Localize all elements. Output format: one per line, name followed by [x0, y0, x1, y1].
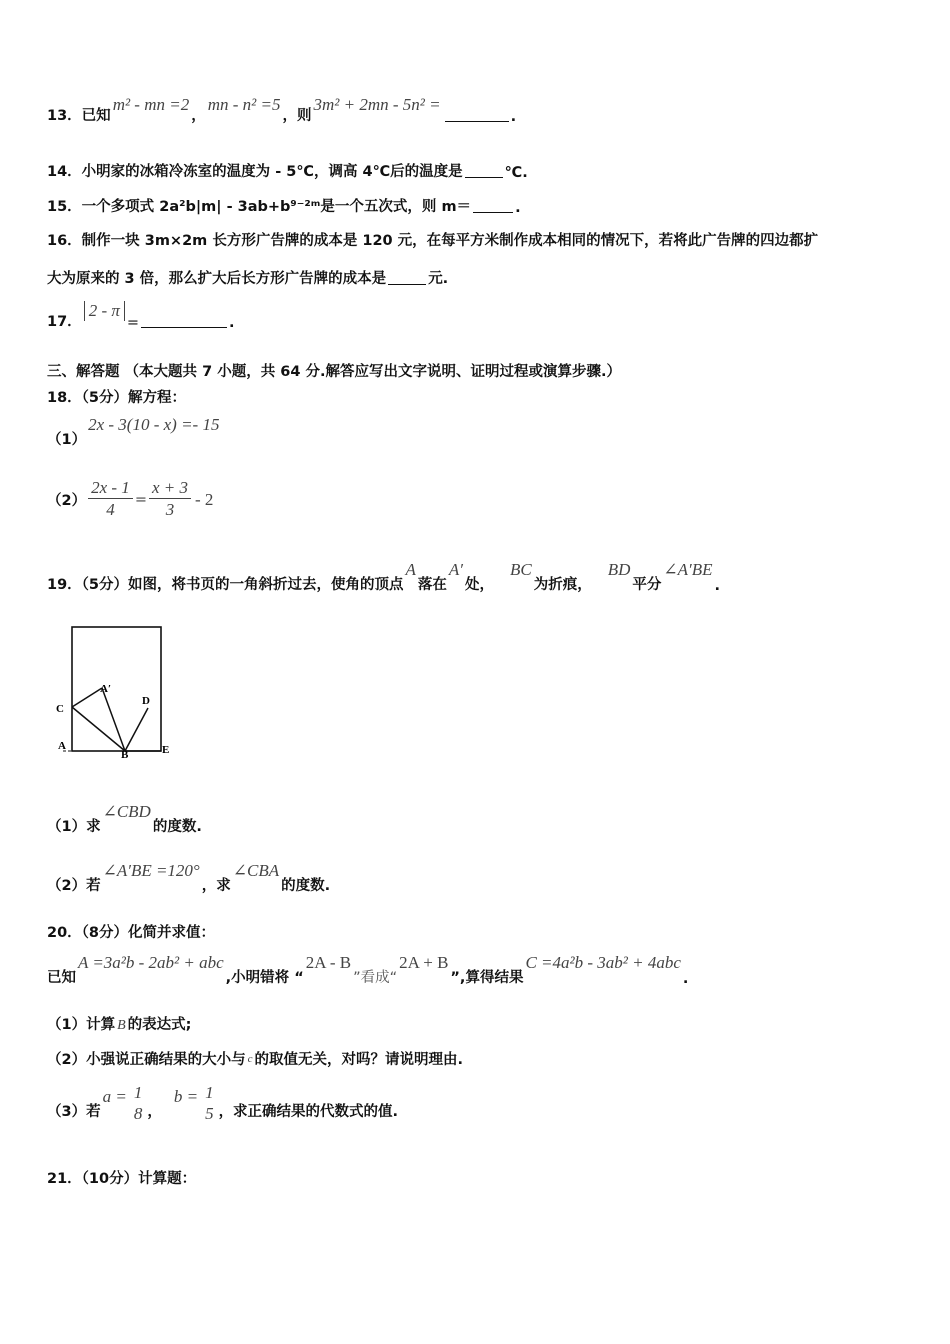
question-17	[47, 301, 235, 331]
part-label: （2）若	[47, 878, 101, 894]
q20-text: 已知	[47, 970, 76, 986]
denominator: 3	[165, 500, 175, 519]
numerator: 1	[133, 1083, 143, 1102]
math-expr: 3m² + 2mn - 5n² =	[313, 95, 441, 114]
denominator: 5	[205, 1104, 214, 1123]
math-expr: BC	[510, 560, 532, 579]
part-label: （3）若	[47, 1104, 101, 1120]
math-expr: 2A - B	[305, 953, 352, 972]
math-expr: ∠CBD	[102, 802, 151, 821]
label-C: C	[56, 703, 64, 715]
q20-part-1	[47, 1013, 191, 1034]
part-label: （2）	[47, 493, 87, 509]
q19-text: ，求	[201, 878, 231, 894]
question-15	[47, 195, 521, 216]
q19-text: 19．（5分）如图，将书页的一角斜折过去，使角的顶点	[47, 577, 404, 593]
math-expr: 2x - 3(10 - x) =- 15	[88, 415, 220, 434]
q19-text: 落在	[417, 577, 447, 593]
answer-blank[interactable]	[388, 283, 426, 285]
numerator: 2x - 1	[88, 478, 133, 499]
q20-part-3	[47, 1083, 398, 1125]
numerator: 1	[205, 1083, 214, 1102]
label-B: B	[121, 749, 129, 761]
q14-text: 14．小明家的冰箱冷冻室的温度为 - 5℃，调高 4℃后的温度是	[47, 164, 463, 180]
q17-label: 17．	[47, 314, 82, 330]
q20-given	[47, 953, 689, 987]
fraction	[149, 478, 191, 521]
math-expr: b =	[173, 1087, 199, 1106]
punct: ，	[191, 108, 206, 124]
math-expr: A =3a²b - 2ab² + abc	[78, 953, 224, 972]
fraction	[88, 478, 133, 521]
line-CA1	[72, 688, 102, 707]
answer-blank[interactable]	[141, 326, 227, 328]
equals: =	[134, 491, 147, 508]
part-label: （1）计算	[47, 1017, 116, 1033]
math-expr: B	[117, 1018, 126, 1033]
label-E: E	[162, 744, 170, 756]
answer-blank[interactable]	[473, 211, 513, 213]
line-BD	[125, 708, 148, 751]
question-16-cont	[47, 267, 448, 288]
question-20-title: 20．（8分）化简并求值：	[47, 925, 216, 941]
math-expr: ∠A′BE =120°	[102, 861, 200, 880]
punct: .	[510, 109, 517, 125]
part-label: （1）求	[47, 819, 101, 835]
question-14	[47, 160, 528, 181]
part-label: （2）小强说正确结果的大小与	[47, 1052, 246, 1068]
numerator: x + 3	[149, 478, 191, 499]
q15-text: 15．一个多项式 2a²b|m| - 3ab+b⁹⁻²ᵐ是一个五次式，则 m＝	[47, 199, 472, 215]
math-expr: a =	[102, 1087, 127, 1106]
q20-text: 的取值无关，对吗？请说明理由.	[254, 1052, 463, 1068]
q19-text: 的度数.	[281, 878, 331, 894]
punct: =	[126, 315, 140, 331]
answer-blank[interactable]	[445, 120, 509, 122]
q20-part-2	[47, 1048, 463, 1069]
denominator: 8	[133, 1104, 143, 1123]
q19-part-1	[47, 802, 202, 836]
denominator: 4	[106, 500, 115, 519]
section-3-heading: 三、解答题 （本大题共 7 小题，共 64 分.解答应写出文字说明、证明过程或演算步骤.）	[47, 364, 622, 380]
page-rect	[72, 627, 161, 751]
label-A-prime: A′	[100, 683, 112, 695]
q18-part-2	[47, 478, 215, 521]
q20-text: ，求正确结果的代数式的值.	[218, 1104, 399, 1120]
label-A: A	[58, 740, 66, 752]
math-expr: A′	[448, 560, 464, 579]
math-expr: ∠A′BE	[663, 560, 713, 579]
q18-part-1	[47, 415, 221, 449]
fraction	[202, 1083, 217, 1125]
math-expr: 2 - π	[84, 301, 125, 321]
q19-text: 的度数.	[152, 819, 202, 835]
question-16	[47, 229, 818, 250]
math-expr: mn - n² =5	[207, 95, 281, 114]
q19-text: 处，	[465, 577, 495, 593]
punct: 元.	[428, 271, 449, 287]
q16-text: 16．制作一块 3m×2m 长方形广告牌的成本是 120 元，在每平方米制作成本相同的情况下，若将此广告牌的四边都扩	[47, 233, 819, 249]
q20-text: ”看成“	[353, 970, 398, 986]
q19-part-2	[47, 861, 331, 895]
q16-text: 大为原来的 3 倍，那么扩大后长方形广告牌的成本是	[47, 271, 387, 287]
math-expr: - 2	[195, 489, 214, 509]
folded-page-figure	[45, 620, 185, 770]
math-expr: c	[247, 1053, 253, 1065]
math-expr: m² - mn =2	[112, 95, 190, 114]
q20-text: ,小明错将 “	[225, 970, 304, 986]
question-19	[47, 560, 721, 594]
punct: .	[682, 971, 689, 987]
q19-text: 平分	[632, 577, 662, 593]
question-13	[47, 95, 517, 125]
punct: .	[229, 315, 235, 331]
question-21-title: 21．（10分）计算题：	[47, 1171, 197, 1187]
q20-text: 的表达式;	[127, 1017, 192, 1033]
q13-label: 13．已知	[47, 108, 111, 124]
math-expr: BD	[607, 560, 631, 579]
label-D: D	[142, 695, 150, 707]
question-18-title: 18．（5分）解方程：	[47, 390, 187, 406]
punct: ，	[147, 1104, 162, 1120]
answer-blank[interactable]	[465, 176, 503, 178]
math-expr: 2A + B	[399, 953, 449, 972]
q19-text: 为折痕，	[533, 577, 592, 593]
punct: .	[714, 578, 721, 594]
q20-text: ”,算得结果	[450, 970, 524, 986]
math-expr: C =4a²b - 3ab² + 4abc	[525, 953, 681, 972]
math-expr: ∠CBA	[232, 861, 280, 880]
punct: .	[515, 200, 521, 216]
fraction	[131, 1083, 146, 1125]
punct: ℃.	[504, 165, 528, 181]
math-expr: A	[405, 560, 416, 579]
punct: ，则	[282, 108, 312, 124]
part-label: （1）	[47, 432, 87, 448]
